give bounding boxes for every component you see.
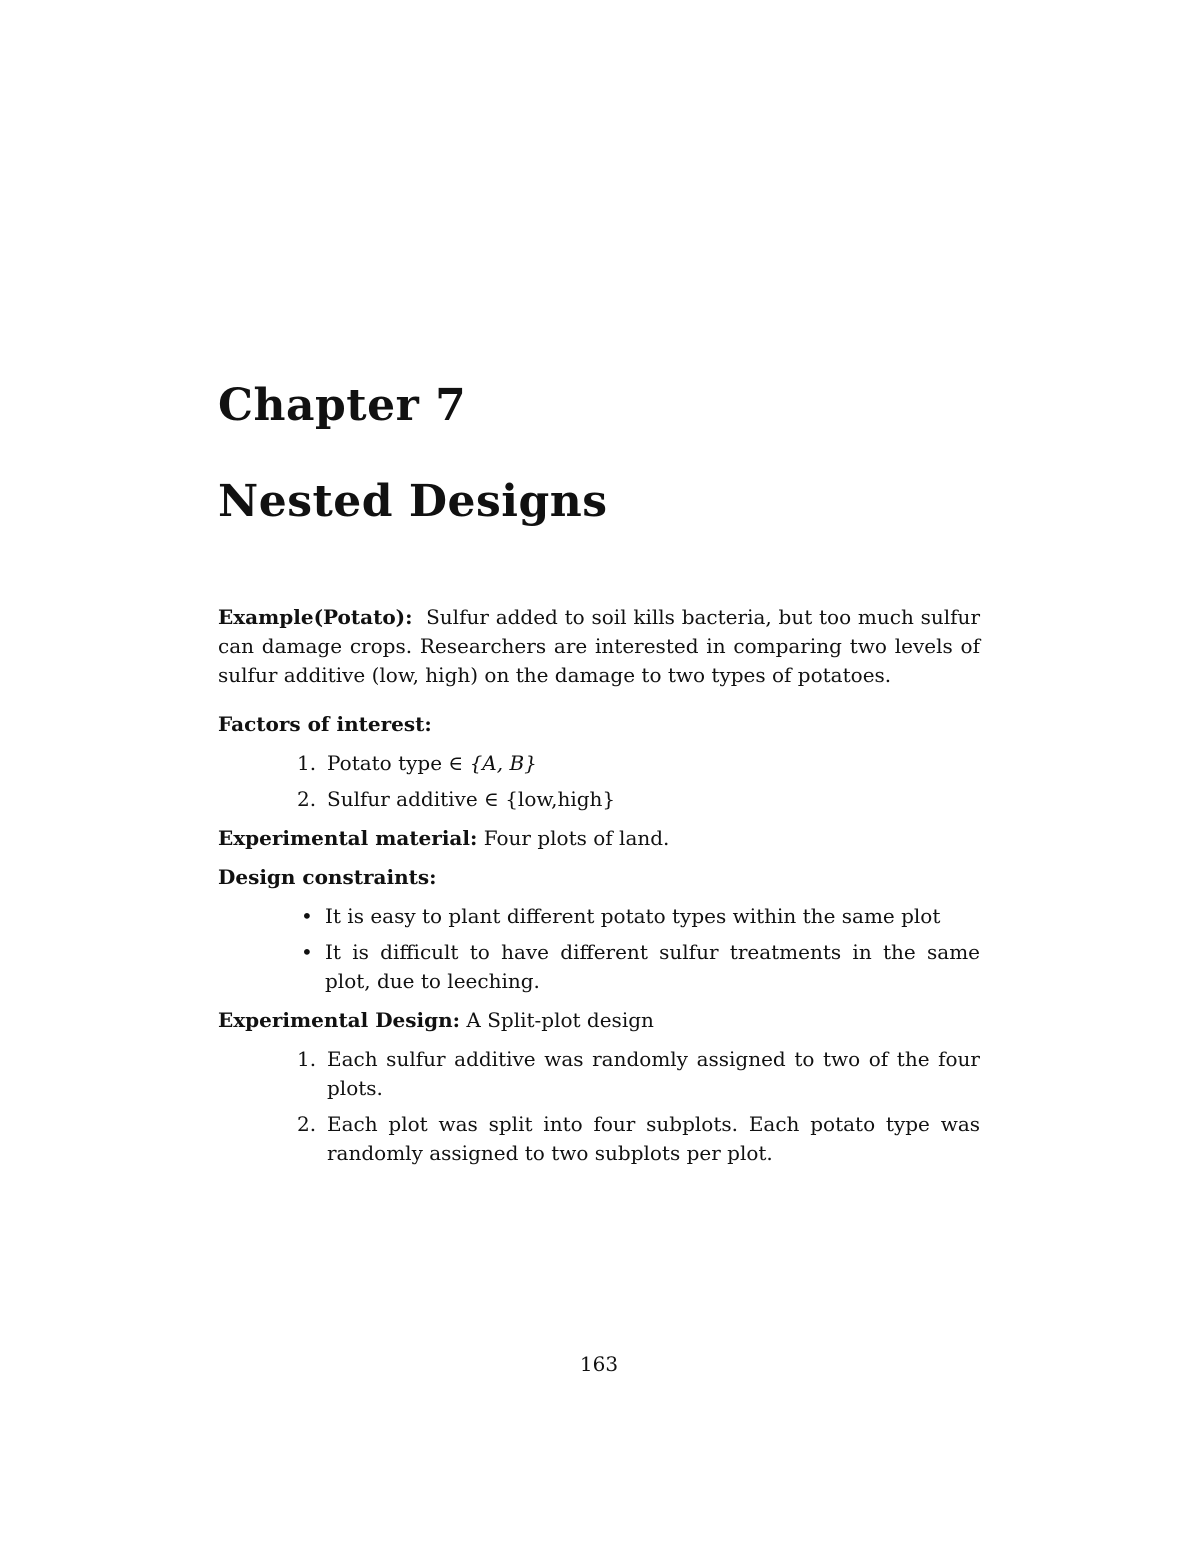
document-page [218, 0, 980, 1553]
material-paragraph [218, 824, 980, 853]
factor-number: 1. [297, 751, 317, 775]
factor-math: {A, B} [469, 751, 537, 775]
factors-list [218, 749, 980, 814]
bullet-icon: • [301, 904, 313, 928]
bullet-icon: • [301, 940, 313, 964]
design-step-item [297, 1045, 980, 1103]
constraint-text: It is easy to plant different potato types within the same plot [325, 904, 941, 928]
constraints-heading: Design constraints: [218, 865, 437, 889]
constraint-item [301, 902, 980, 931]
factor-item [297, 749, 980, 778]
factor-number: 2. [297, 787, 317, 811]
material-label: Experimental material: [218, 826, 478, 850]
chapter-title: Nested Designs [218, 476, 608, 527]
factor-item [297, 785, 980, 814]
design-step-item [297, 1110, 980, 1168]
constraint-item [301, 938, 980, 996]
factor-text: Sulfur additive ∈ [327, 787, 506, 811]
example-paragraph [218, 603, 980, 690]
example-label: Example(Potato): [218, 605, 413, 629]
chapter-body [218, 603, 980, 1178]
example-text: Sulfur added to soil kills bacteria, but too much sulfur can damage crops. Researchers are interested in comparing two levels of sulfur additive (low, high) on the damage to two types of potatoes. [218, 605, 980, 687]
design-step-text: Each sulfur additive was randomly assigned to two of the four plots. [327, 1047, 980, 1100]
design-step-text: Each plot was split into four subplots. Each potato type was randomly assigned to two subplots per plot. [327, 1112, 980, 1165]
material-text: Four plots of land. [483, 826, 670, 850]
page-number: 163 [579, 1352, 619, 1376]
factors-heading: Factors of interest: [218, 712, 432, 736]
constraint-text: It is difficult to have different sulfur treatments in the same plot, due to leeching. [325, 940, 980, 993]
design-paragraph [218, 1006, 980, 1035]
design-label: Experimental Design: [218, 1008, 461, 1032]
design-step-number: 1. [297, 1047, 317, 1071]
design-steps-list [218, 1045, 980, 1168]
factor-text: Potato type ∈ [327, 751, 470, 775]
design-text: A Split-plot design [466, 1008, 654, 1032]
chapter-label: Chapter 7 [218, 380, 467, 431]
factor-math: {low,high} [505, 787, 616, 811]
design-step-number: 2. [297, 1112, 317, 1136]
constraints-list [218, 902, 980, 996]
